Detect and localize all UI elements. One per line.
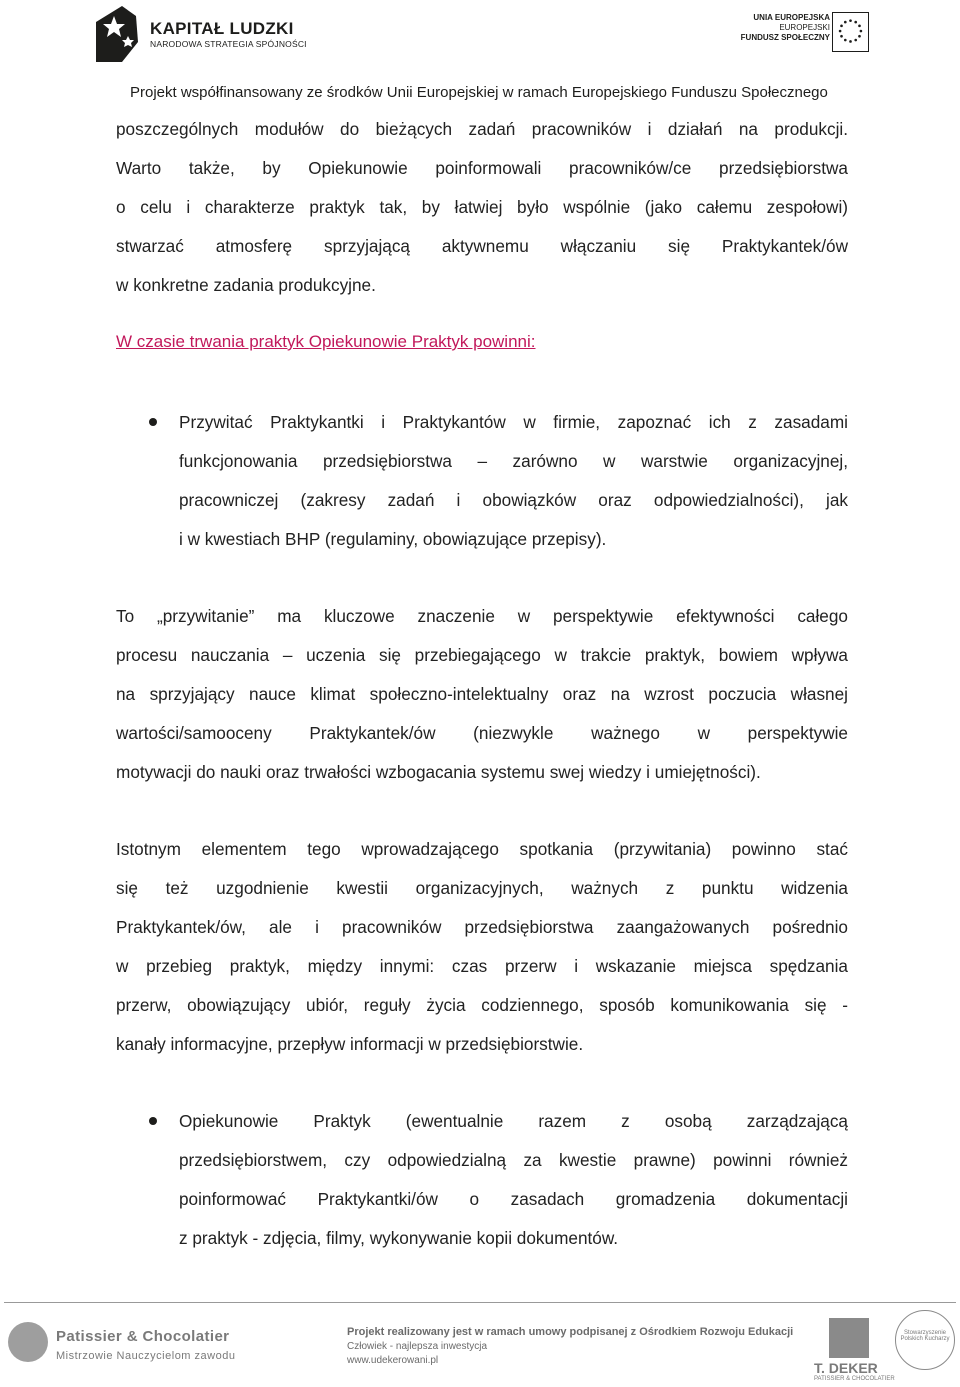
project-info-line2: Człowiek - najlepsza inwestycja	[347, 1341, 488, 1352]
paragraph-line: się też uzgodnienie kwestii organizacyjnych, ważnych z punktu widzenia	[116, 878, 848, 898]
eu-logo-line2: EUROPEJSKI	[779, 23, 830, 32]
intro-line: poszczególnych modułów do bieżących zadań pracowników i działań na produkcji.	[116, 119, 848, 139]
bullet-item-2	[179, 1102, 848, 1258]
bullet-line: i w kwestiach BHP (regulaminy, obowiązujące przepisy).	[179, 529, 607, 549]
paragraph-line: Istotnym elementem tego wprowadzającego spotkania (przywitania) powinno stać	[116, 839, 848, 859]
bullet-line: przedsiębiorstwem, czy odpowiedzialną za kwestie prawne) powinni również	[179, 1150, 848, 1170]
intro-paragraph	[116, 110, 848, 305]
bullet-line: z praktyk - zdjęcia, filmy, wykonywanie kopii dokumentów.	[179, 1228, 619, 1248]
footer-divider	[4, 1302, 956, 1303]
paragraph-line: przerw, obowiązujący ubiór, reguły życia codziennego, sposób komunikowania się -	[116, 995, 848, 1015]
paragraph-line: w przebieg praktyk, między innymi: czas przerw i wskazanie miejsca spędzania	[116, 956, 848, 976]
bullet-line: funkcjonowania przedsiębiorstwa – zarówno w warstwie organizacyjnej,	[179, 451, 848, 471]
kapital-ludzki-subtitle: NARODOWA STRATEGIA SPÓJNOŚCI	[150, 39, 307, 49]
page-header	[0, 0, 960, 108]
t-deker-subtitle: PATISSIER & CHOCOLATIER	[814, 1376, 895, 1382]
paragraph-line: procesu nauczania – uczenia się przebiegającego w trakcie praktyk, bowiem wpływa	[116, 645, 848, 665]
intro-line: Warto także, by Opiekunowie poinformowali pracowników/ce przedsiębiorstwa	[116, 158, 848, 178]
eu-logo-line1: UNIA EUROPEJSKA	[753, 13, 830, 22]
paragraph-line: kanały informacyjne, przepływ informacji w przedsiębiorstwie.	[116, 1034, 584, 1054]
kapital-ludzki-logo-icon	[92, 2, 144, 64]
bullet-line: Opiekunowie Praktyk (ewentualnie razem z osobą zarządzającą	[179, 1111, 848, 1131]
eu-logo-text	[741, 13, 830, 43]
intro-line: stwarzać atmosferę sprzyjającą aktywnemu włączaniu się Praktykantek/ów	[116, 236, 848, 256]
project-info-line1: Projekt realizowany jest w ramach umowy podpisanej z Ośrodkiem Rozwoju Edukacji	[347, 1326, 794, 1338]
eu-flag-icon	[832, 12, 869, 52]
kapital-ludzki-title: KAPITAŁ LUDZKI	[150, 19, 294, 38]
paragraph-line: motywacji do nauki oraz trwałości wzbogacania systemu swej wiedzy i umiejętności).	[116, 762, 761, 782]
t-deker-name: T. DEKER	[814, 1360, 878, 1376]
bullet-dot-icon	[149, 1117, 157, 1125]
section-heading: W czasie trwania praktyk Opiekunowie Praktyk powinni:	[116, 332, 536, 351]
page-footer	[0, 1300, 960, 1387]
bullet-line: pracowniczej (zakresy zadań i obowiązków oraz odpowiedzialności), jak	[179, 490, 848, 510]
paragraph-2	[116, 597, 848, 792]
paragraph-3	[116, 830, 848, 1064]
funding-statement: Projekt współfinansowany ze środków Unii Europejskiej w ramach Europejskiego Funduszu Społecznego	[130, 84, 828, 101]
paragraph-line: Praktykantek/ów, ale i pracowników przedsiębiorstwa zaangażowanych pośrednio	[116, 917, 848, 937]
t-deker-logo-icon	[829, 1318, 869, 1358]
eu-logo-line3: FUNDUSZ SPOŁECZNY	[740, 33, 830, 42]
patissier-title: Patissier & Chocolatier	[56, 1328, 230, 1345]
bullet-line: Przywitać Praktykantki i Praktykantów w firmie, zapoznać ich z zasadami	[179, 412, 848, 432]
project-website: www.udekerowani.pl	[347, 1355, 439, 1366]
paragraph-line: To „przywitanie” ma kluczowe znaczenie w perspektywie efektywności całego	[116, 606, 848, 626]
chef-hat-icon	[8, 1322, 48, 1362]
bullet-item-1	[179, 403, 848, 559]
bullet-line: poinformować Praktykantki/ów o zasadach gromadzenia dokumentacji	[179, 1189, 848, 1209]
association-seal-text: Stowarzyszenie Polskich Kucharzy	[900, 1330, 950, 1342]
bullet-dot-icon	[149, 418, 157, 426]
paragraph-line: na sprzyjający nauce klimat społeczno-intelektualny oraz na wzrost poczucia własnej	[116, 684, 848, 704]
intro-line: w konkretne zadania produkcyjne.	[116, 275, 376, 295]
patissier-subtitle: Mistrzowie Nauczycielom zawodu	[56, 1350, 236, 1362]
paragraph-line: wartości/samooceny Praktykantek/ów (niezwykle ważnego w perspektywie	[116, 723, 848, 743]
intro-line: o celu i charakterze praktyk tak, by łatwiej było wspólnie (jako całemu zespołowi)	[116, 197, 848, 217]
